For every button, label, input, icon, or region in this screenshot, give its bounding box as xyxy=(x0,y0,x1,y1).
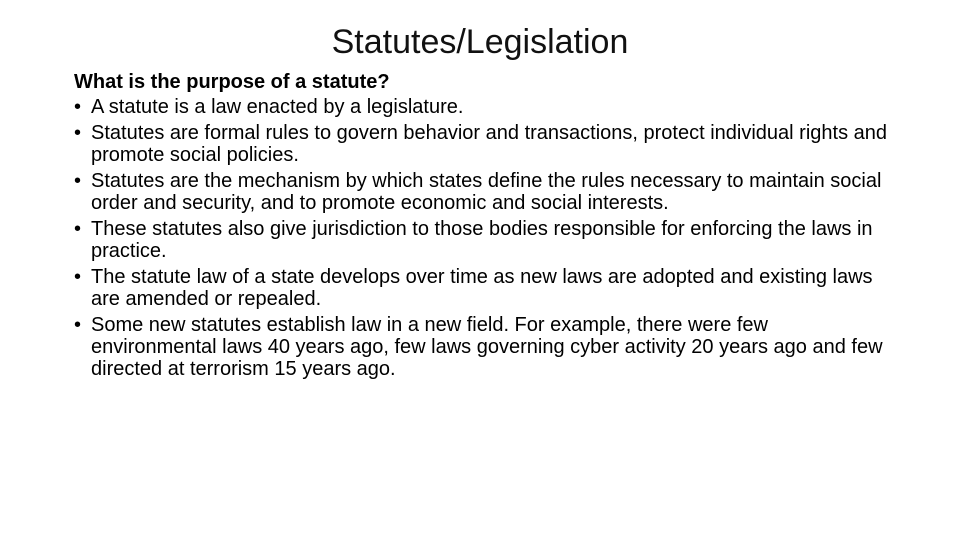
bullet-item xyxy=(74,314,894,380)
bullet-icon: • xyxy=(74,122,82,144)
bullet-icon: • xyxy=(74,218,82,240)
question-heading: What is the purpose of a statute? xyxy=(74,71,390,93)
bullet-icon: • xyxy=(74,96,82,118)
bullet-item xyxy=(74,218,894,262)
bullet-text: Some new statutes establish law in a new field. For example, there were few environmental laws 40 years ago, few laws governing cyber activity 20 years ago and few directed at terrorism 15 years ago. xyxy=(91,314,883,380)
bullet-icon: • xyxy=(74,170,82,192)
slide-title: Statutes/Legislation xyxy=(331,23,629,61)
bullet-item xyxy=(74,96,894,118)
bullet-icon: • xyxy=(74,314,82,336)
bullet-text: The statute law of a state develops over time as new laws are adopted and existing laws are amended or repealed. xyxy=(91,266,873,310)
slide-body xyxy=(74,70,894,384)
bullet-icon: • xyxy=(74,266,82,288)
bullet-text: These statutes also give jurisdiction to those bodies responsible for enforcing the laws in practice. xyxy=(91,218,873,262)
bullet-text: Statutes are the mechanism by which states define the rules necessary to maintain social order and security, and to promote economic and social interests. xyxy=(91,170,882,214)
bullet-item xyxy=(74,266,894,310)
bullet-text: A statute is a law enacted by a legislature. xyxy=(91,96,464,118)
bullet-text: Statutes are formal rules to govern behavior and transactions, protect individual rights and promote social policies. xyxy=(91,122,887,166)
bullet-list xyxy=(74,96,894,380)
bullet-item xyxy=(74,170,894,214)
bullet-item xyxy=(74,122,894,166)
